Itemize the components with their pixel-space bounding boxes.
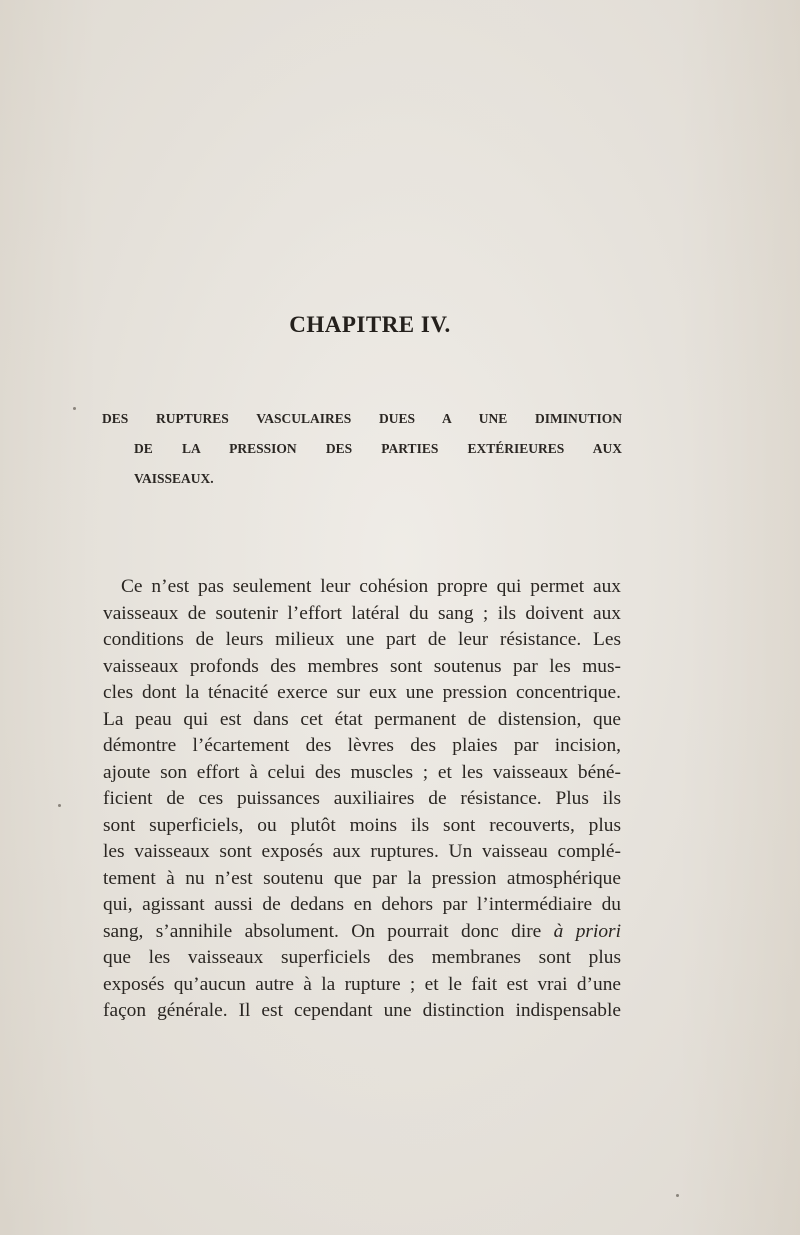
body-line: Ce n’est pas seulement leur cohésion propre qui permet aux: [121, 576, 621, 597]
paper-speck: [58, 804, 61, 807]
body-paragraph: [103, 574, 621, 1025]
body-line: conditions de leurs milieux une part de leur résistance. Les: [103, 629, 621, 650]
body-line: ajoute son effort à celui des muscles ; et les vaisseaux béné-: [103, 761, 621, 783]
body-line: vaisseaux profonds des membres sont soutenus par les mus-: [103, 655, 621, 677]
section-heading-line-2: DE LA PRESSION DES PARTIES EXTÉRIEURES AUX: [134, 441, 622, 456]
body-line-with-italic: [103, 919, 621, 946]
body-line: façon générale. Il est cependant une distinction indispensable: [103, 1000, 621, 1021]
chapter-title: CHAPITRE IV.: [289, 312, 451, 337]
body-line: ficient de ces puissances auxiliaires de résistance. Plus ils: [103, 788, 621, 809]
paper-speck: [73, 407, 76, 410]
italic-phrase: à priori: [553, 920, 621, 942]
body-line: exposés qu’aucun autre à la rupture ; et le fait est vrai d’une: [103, 973, 621, 995]
body-line: tement à nu n’est soutenu que par la pression atmosphérique: [103, 867, 621, 889]
section-heading-line-3: VAISSEAUX.: [134, 471, 214, 486]
body-line-text: sang, s’annihile absolument. On pourrait donc dire: [103, 920, 542, 942]
body-line: les vaisseaux sont exposés aux ruptures. Un vaisseau complé-: [103, 841, 621, 862]
body-line: cles dont la ténacité exerce sur eux une pression concentrique.: [103, 682, 621, 703]
body-line: que les vaisseaux superficiels des membranes sont plus: [103, 947, 621, 968]
paper-speck: [676, 1194, 679, 1197]
body-line: La peau qui est dans cet état permanent de distension, que: [103, 708, 621, 730]
body-line: démontre l’écartement des lèvres des plaies par incision,: [103, 735, 621, 756]
section-heading: [102, 404, 622, 494]
section-heading-line-1: DES RUPTURES VASCULAIRES DUES A UNE DIMINUTION: [102, 411, 622, 426]
body-line: vaisseaux de soutenir l’effort latéral du sang ; ils doivent aux: [103, 602, 621, 624]
body-line: sont superficiels, ou plutôt moins ils sont recouverts, plus: [103, 814, 621, 836]
body-line: qui, agissant aussi de dedans en dehors par l’intermédiaire du: [103, 894, 621, 915]
